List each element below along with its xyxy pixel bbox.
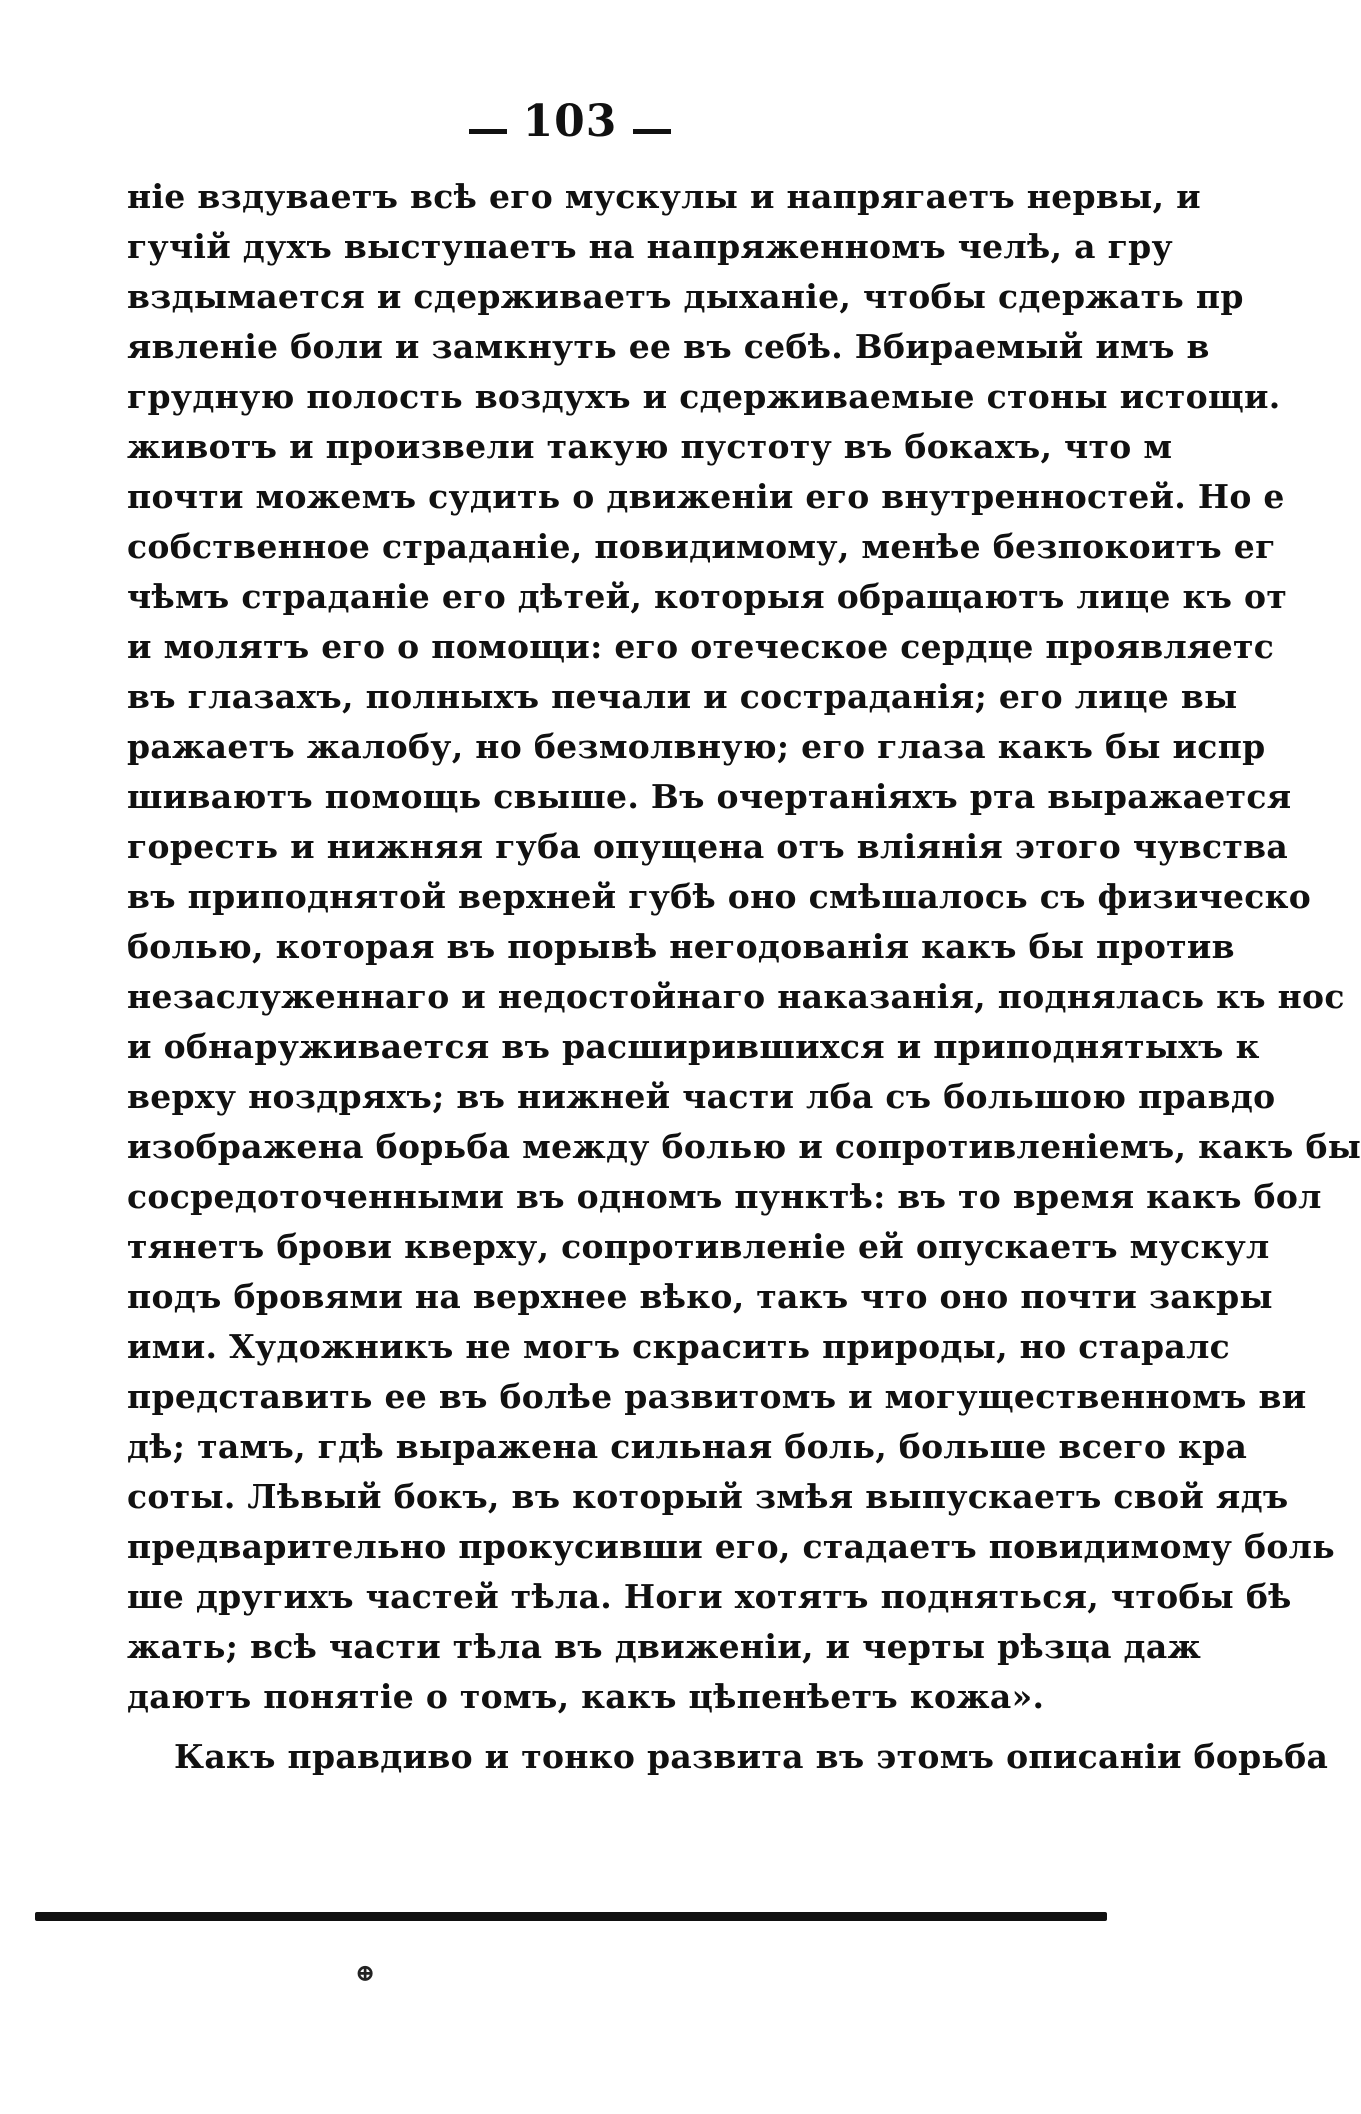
text-line: и молятъ его о помощи: его отеческое сердце проявляетс	[127, 627, 1275, 666]
text-line: животъ и произвели такую пустоту въ бокахъ, что м	[127, 427, 1173, 466]
text-line: собственное страданіе, повидимому, менѣе безпокоитъ ег	[127, 527, 1276, 566]
text-line: тянетъ брови кверху, сопротивленіе ей опускаетъ мускул	[127, 1227, 1270, 1266]
text-line: ражаетъ жалобу, но безмолвную; его глаза какъ бы испр	[127, 727, 1266, 766]
text-line: явленіе боли и замкнуть ее въ себѣ. Вбираемый имъ в	[127, 327, 1210, 366]
text-line: незаслуженнаго и недостойнаго наказанія, поднялась къ нос	[127, 977, 1345, 1016]
text-line: ше другихъ частей тѣла. Ноги хотятъ подняться, чтобы бѣ	[127, 1577, 1292, 1616]
text-line: шиваютъ помощь свыше. Въ очертаніяхъ рта выражается	[127, 777, 1292, 816]
text-line: жать; всѣ части тѣла въ движеніи, и черты рѣзца даж	[127, 1627, 1202, 1666]
text-line: грудную полость воздухъ и сдерживаемые стоны истощи.	[127, 377, 1281, 416]
text-line: горесть и нижняя губа опущена отъ вліянія этого чувства	[127, 827, 1289, 866]
footer-rule	[35, 1912, 1107, 1921]
text-line: сосредоточенными въ одномъ пунктѣ: въ то время какъ бол	[127, 1177, 1322, 1216]
page-header	[0, 92, 1140, 152]
text-line: въ глазахъ, полныхъ печали и состраданія; его лице вы	[127, 677, 1238, 716]
text-line: соты. Лѣвый бокъ, въ который змѣя выпускаетъ свой ядъ	[127, 1477, 1289, 1516]
text-line: ніе вздуваетъ всѣ его мускулы и напрягаетъ нервы, и	[127, 177, 1201, 216]
text-line: болью, которая въ порывѣ негодованія какъ бы против	[127, 927, 1235, 966]
text-line: даютъ понятіе о томъ, какъ цѣпенѣетъ кожа».	[127, 1677, 1045, 1716]
text-line: предварительно прокусивши его, стадаетъ повидимому боль	[127, 1527, 1335, 1566]
text-line: чѣмъ страданіе его дѣтей, которыя обращаютъ лице къ от	[127, 577, 1288, 616]
text-line: почти можемъ судить о движеніи его внутренностей. Но е	[127, 477, 1285, 516]
header-dash-left	[469, 129, 507, 134]
text-line: изображена борьба между болью и сопротивленіемъ, какъ бы	[127, 1127, 1361, 1166]
text-line: подъ бровями на верхнее вѣко, такъ что оно почти закры	[127, 1277, 1273, 1316]
text-line: вздымается и сдерживаетъ дыханіе, чтобы сдержать пр	[127, 277, 1244, 316]
text-line: гучій духъ выступаетъ на напряженномъ челѣ, а гру	[127, 227, 1173, 266]
body-text	[127, 172, 1361, 1776]
text-line: дѣ; тамъ, гдѣ выражена сильная боль, больше всего кра	[127, 1427, 1248, 1466]
text-line: ими. Художникъ не могъ скрасить природы, но старалс	[127, 1327, 1231, 1366]
header-dash-right	[633, 129, 671, 134]
text-line: въ приподнятой верхней губѣ оно смѣшалось съ физическо	[127, 877, 1312, 916]
page-number: 103	[522, 96, 618, 147]
text-line: представить ее въ болѣе развитомъ и могущественномъ ви	[127, 1377, 1307, 1416]
text-line: верху ноздряхъ; въ нижней части лба съ большою правдо	[127, 1077, 1276, 1116]
footer-mark: ⊕	[355, 1958, 376, 1987]
text-line: и обнаруживается въ расширившихся и приподнятыхъ к	[127, 1027, 1260, 1066]
paragraph-start-line: Какъ правдиво и тонко развита въ этомъ описаніи борьба	[174, 1737, 1329, 1776]
